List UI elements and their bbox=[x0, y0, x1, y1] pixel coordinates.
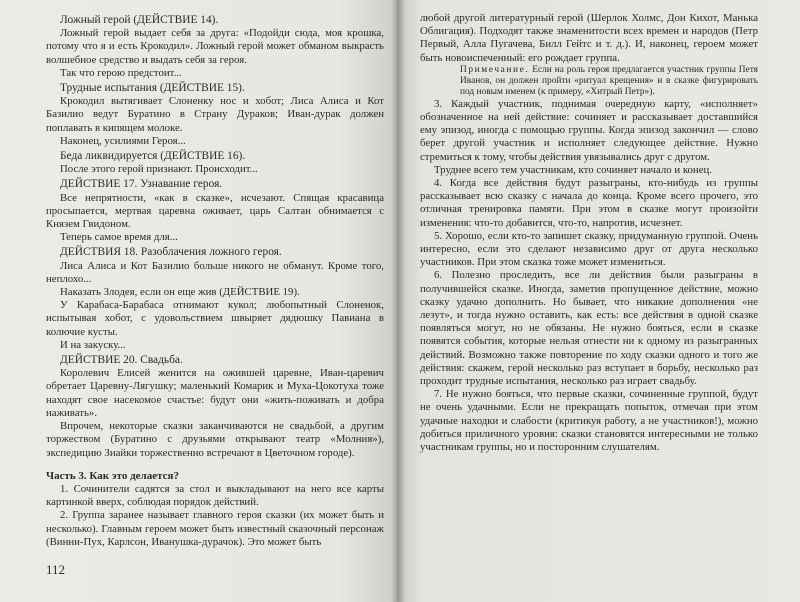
paragraph: Крокодил вытягивает Слоненку нос и хобот; Лиса Алиса и Кот Базилио ведут Буратино в Страну Дураков; Иван-дурак должен поплавать в кипящем молоке. bbox=[46, 95, 384, 134]
left-page bbox=[0, 0, 398, 602]
section-heading: Часть 3. Как это делается? bbox=[46, 469, 179, 482]
paragraph: После этого герой признают. Происходит... bbox=[60, 163, 258, 176]
paragraph: Королевич Елисей женится на ожившей царевне, Иван-царевич обретает Царевну-Лягушку; маленький Комарик и Муха-Цокотуха тоже находят свое насекомое счастье: будут они «жить-поживать и добра наживать». bbox=[46, 367, 384, 419]
note-text: Если на роль героя предлагается участник группы Петя Иванов, он должен пройти «ритуал крещения» и в сказке фигурировать под новым именем (к примеру, «Хитрый Петр»). bbox=[460, 64, 758, 97]
paragraph: Наказать Злодея, если он еще жив (ДЕЙСТВИЕ 19). bbox=[60, 286, 300, 299]
paragraph: 6. Полезно проследить, все ли действия были разыграны в получившейся сказке. Иногда, заметив пропущенное действие, можно сказку удачно дополнить. Но бывает, что никакие дополнения «не лезут», и тогда нужно оставить, как есть: все действия в одной сказке появляться могут, но не обязаны. Не нужно бояться, если в сказке появятся события, которые нельзя отнести ни к одному из разыгранных действий. Возможно также повторение по ходу сказки одного и того же действия: скажем, герой несколько раз вступает в борьбу, несколько раз проходит трудные испытания, несколько раз играет свадьбу. bbox=[420, 269, 758, 388]
note-label: Примечание. bbox=[460, 64, 530, 75]
right-page-text bbox=[420, 12, 758, 454]
paragraph: 3. Каждый участник, поднимая очередную карту, «исполняет» обозначенное на ней действие: сочиняет и рассказывает доставшийся ему эпизод, иногда с помощью группы. Когда эпизод закончил — слово берет другой участник и исполняет следующее действие. Нужно стремиться к тому, чтобы действия увязывались друг с другом. bbox=[420, 97, 758, 163]
paragraph: Наконец, усилиями Героя... bbox=[60, 134, 186, 147]
paragraph: Все непрятности, «как в сказке», исчезают. Спящая красавица просыпается, мертвая царевна оживает, царь Салтан обнимается с Князем Гвидоном. bbox=[46, 191, 384, 231]
paragraph: любой другой литературный герой (Шерлок Холмс, Дон Кихот, Манька Облигация). Подходят также знаменитости всех времен и народов (Петр Первый, Алла Пугачева, Билл Гейтс и т. д.). И, наконец, героем может быть новоиспеченный: его рождает группа. bbox=[420, 12, 758, 64]
page-number: 112 bbox=[46, 562, 66, 577]
paragraph: 1. Сочинители садятся за стол и выкладывают на него все карты картинкой вверх, соблюдая порядок действий. bbox=[46, 482, 384, 509]
paragraph: Лиса Алиса и Кот Базилио больше никого не обманут. Кроме того, неплохо... bbox=[46, 259, 384, 285]
paragraph: 2. Группа заранее называет главного героя сказки (их может быть и несколько). Главным героем может быть известный сказочный персонаж (Винни-Пух, Карлсон, Иванушка-дурачок). Это может быть bbox=[46, 509, 384, 548]
paragraph: 4. Когда все действия будут разыграны, кто-нибудь из группы рассказывает всю сказку с начала до конца. Кроме всего прочего, это отличная тренировка памяти. При этом в сказке могут произойти изменения: что-то добавится, что-то, напротив, исчезнет. bbox=[420, 177, 758, 229]
paragraph: Теперь самое время для... bbox=[60, 231, 178, 244]
paragraph: ДЕЙСТВИЯ 18. Разоблачения ложного героя. bbox=[60, 246, 282, 259]
paragraph: 7. Не нужно бояться, что первые сказки, сочиненные группой, будут не очень удачными. Если не прекращать попыток, отмечая при этом удачные находки и слабости (критикуя работу, а не участников!), можно добиться приличного уровня: сказки становятся интересными не только участникам группы, но и посторонним слушателям. bbox=[420, 388, 758, 454]
paragraph: Впрочем, некоторые сказки заканчиваются не свадьбой, а другим торжеством (Буратино с друзьями открывают театр «Молния»), экспедицию Знайки торжественно встречают в Цветочном городе). bbox=[46, 420, 384, 459]
paragraph: ДЕЙСТВИЕ 17. Узнавание героя. bbox=[60, 178, 223, 191]
paragraph: Трудные испытания (ДЕЙСТВИЕ 15). bbox=[60, 82, 245, 95]
book-gutter bbox=[391, 0, 405, 602]
left-page-text bbox=[46, 14, 384, 549]
paragraph: Ложный герой выдает себя за друга: «Подойди сюда, моя крошка, потому что я и есть Крокодил». Ложный герой может обманом выкрасть волшебное средство и выдать себя за героя. bbox=[46, 27, 384, 66]
note-paragraph bbox=[420, 65, 758, 98]
paragraph: Так что герою предстоит... bbox=[60, 66, 182, 79]
paragraph: Ложный герой (ДЕЙСТВИЕ 14). bbox=[60, 14, 219, 26]
paragraph: 5. Хорошо, если кто-то запишет сказку, придуманную группой. Очень интересно, если это сделают независимо друг от друга несколько участников. При этом сказка тоже может измениться. bbox=[420, 229, 758, 269]
right-page bbox=[398, 0, 800, 602]
paragraph: Труднее всего тем участникам, кто сочиняет начало и конец. bbox=[434, 163, 712, 176]
paragraph: Беда ликвидируется (ДЕЙСТВИЕ 16). bbox=[60, 150, 246, 163]
paragraph: И на закуску... bbox=[60, 338, 126, 351]
paragraph: ДЕЙСТВИЕ 20. Свадьба. bbox=[60, 354, 183, 367]
paragraph: У Карабаса-Барабаса отнимают кукол; любопытный Слоненок, испытывая хобот, с удовольствием швыряет дядюшку Павиана в колючие кусты. bbox=[46, 299, 384, 338]
